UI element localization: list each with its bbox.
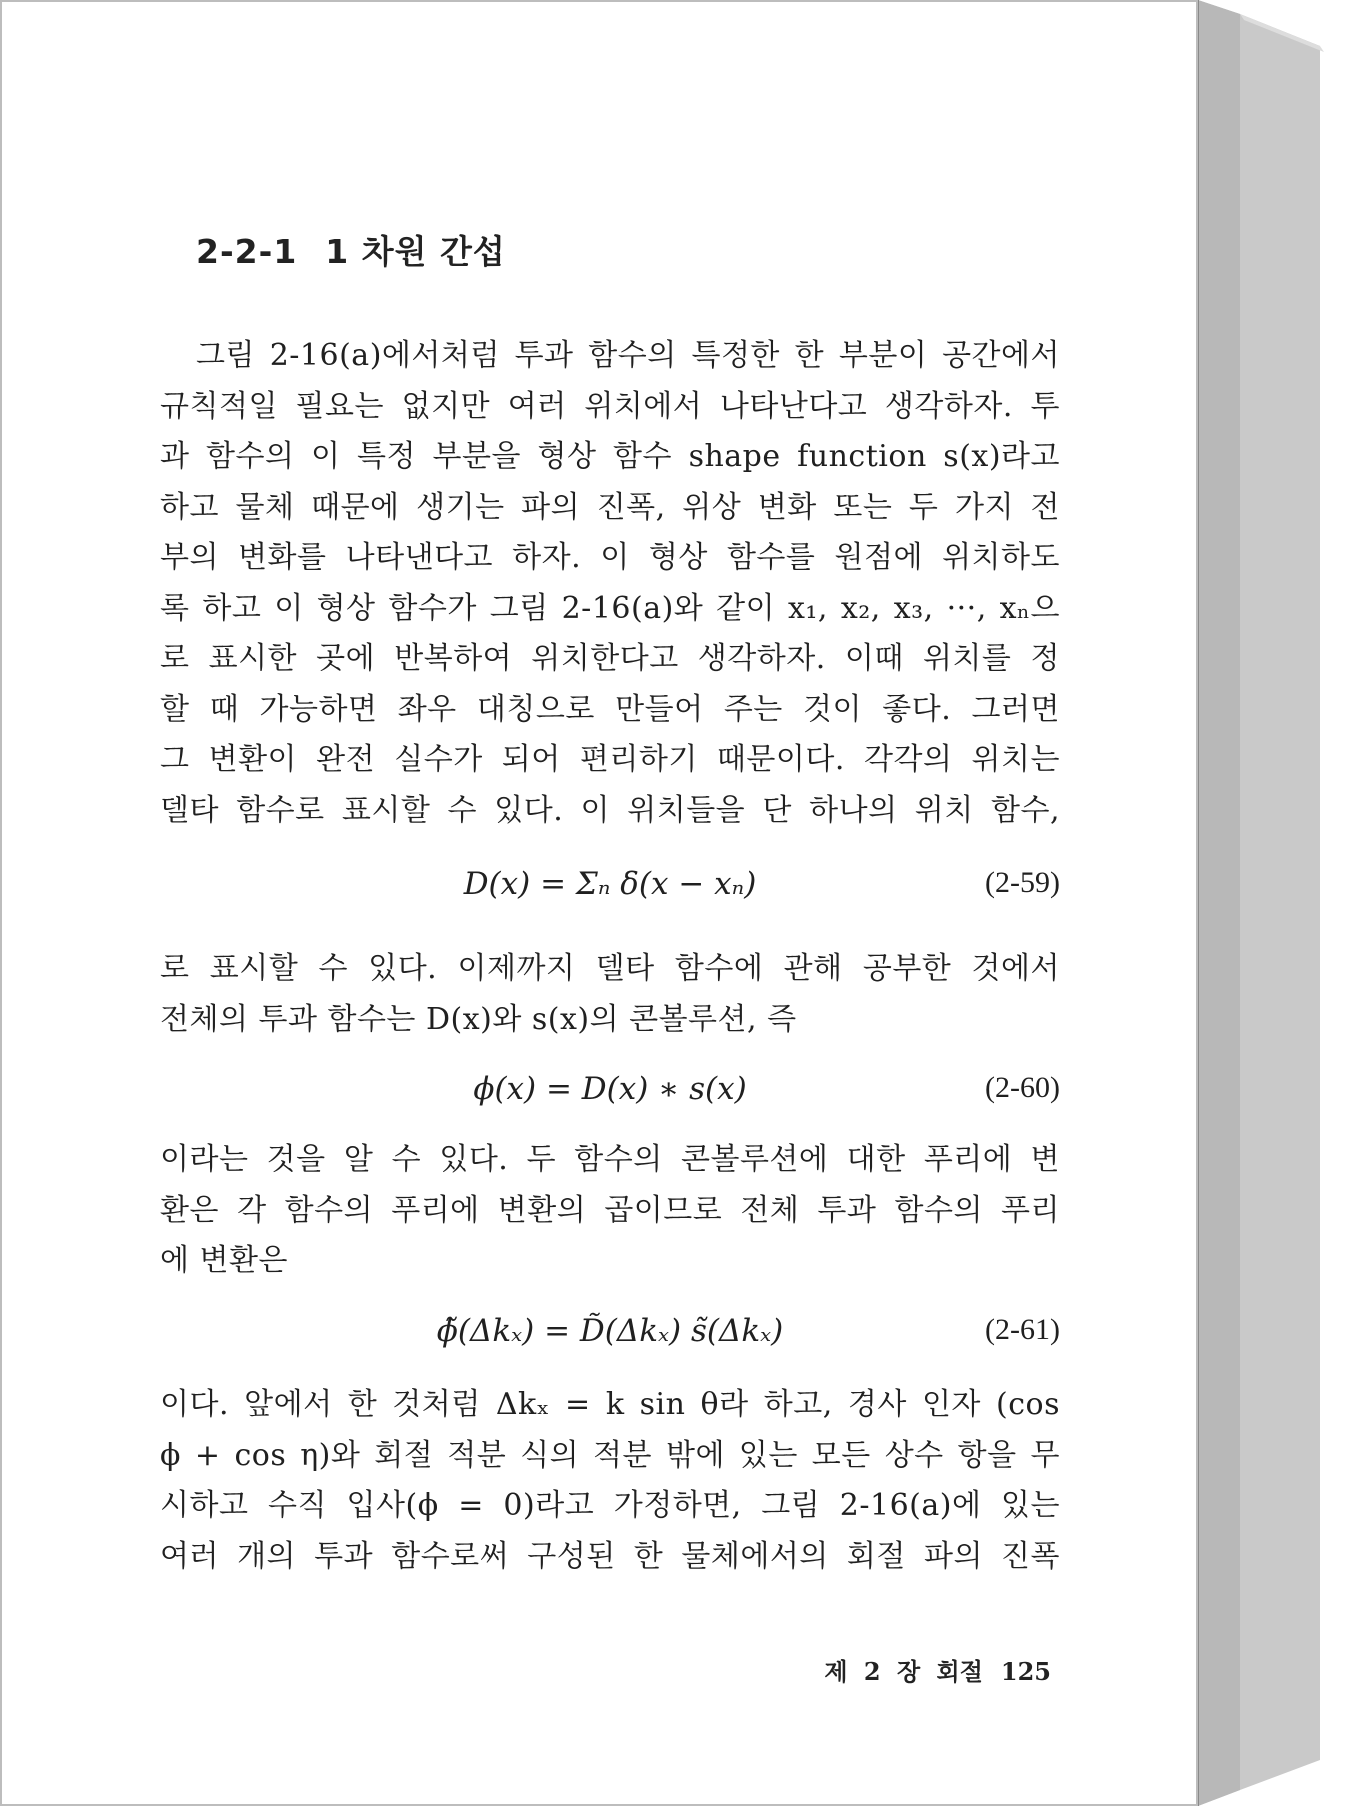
text-line: 로 표시할 수 있다. 이제까지 델타 함수에 관해 공부한 것에서 [160,951,1060,986]
paragraph-3 [160,1135,1060,1287]
text-line: 부의 변화를 나타낸다고 하자. 이 형상 함수를 원점에 위치하도 [160,540,1060,575]
text-line: ϕ + cos η)와 회절 적분 식의 적분 밖에 있는 모든 상수 항을 무 [160,1437,1060,1473]
text-line: 에 변환은 [160,1243,288,1278]
running-footer-chapter: 제 2 장 회절 [824,1657,983,1686]
text-line: 이다. 앞에서 한 것처럼 Δkₓ = k sin θ라 하고, 경사 인자 (cos [160,1387,1060,1422]
paragraph-2 [160,944,1060,1045]
text-line: 그림 2-16(a)에서처럼 투과 함수의 특정한 한 부분이 공간에서 [196,338,1060,373]
paragraph-1 [160,331,1060,836]
text-line: 전체의 투과 함수는 D(x)와 s(x)의 콘볼루션, 즉 [160,1001,797,1037]
text-line: 규칙적일 필요는 없지만 여러 위치에서 나타난다고 생각하자. 투 [160,388,1060,424]
equation-2-61 [160,1313,1060,1369]
text-line: 하고 물체 때문에 생기는 파의 진폭, 위상 변화 또는 두 가지 전 [160,489,1060,525]
text-line: 델타 함수로 표시할 수 있다. 이 위치들을 단 하나의 위치 함수, [160,792,1060,828]
equation-2-60 [160,1071,1060,1127]
page-footer [824,1652,1051,1687]
text-line: 과 함수의 이 특정 부분을 형상 함수 shape function s(x)라고 [160,439,1060,474]
section-heading [196,226,506,273]
equation-formula: ϕ̃(Δkₓ) = D̃(Δkₓ) s̃(Δkₓ) [436,1313,784,1349]
section-number: 2-2-1 [196,232,298,271]
section-title: 1 차원 간섭 [325,232,506,271]
text-line: 그 변환이 완전 실수가 되어 편리하기 때문이다. 각각의 위치는 [160,742,1060,777]
equation-formula: D(x) = Σₙ δ(x − xₙ) [463,866,757,902]
text-line: 환은 각 함수의 푸리에 변환의 곱이므로 전체 투과 함수의 푸리 [160,1192,1060,1228]
text-line: 여러 개의 투과 함수로써 구성된 한 물체에서의 회절 파의 진폭 [160,1538,1060,1574]
page-number: 125 [1000,1657,1051,1686]
text-line: 이라는 것을 알 수 있다. 두 함수의 콘볼루션에 대한 푸리에 변 [160,1142,1060,1177]
text-line: 록 하고 이 형상 함수가 그림 2-16(a)와 같이 x₁, x₂, x₃, ···, xₙ으 [160,590,1060,626]
equation-formula: ϕ(x) = D(x) ∗ s(x) [473,1071,747,1107]
paragraph-4 [160,1380,1060,1582]
equation-2-59 [160,866,1060,922]
text-line: 로 표시한 곳에 반복하여 위치한다고 생각하자. 이때 위치를 정 [160,641,1060,676]
text-line: 시하고 수직 입사(ϕ = 0)라고 가정하면, 그림 2-16(a)에 있는 [160,1488,1060,1523]
equation-number: (2-60) [985,1071,1060,1104]
text-line: 할 때 가능하면 좌우 대칭으로 만들어 주는 것이 좋다. 그러면 [160,691,1060,727]
equation-number: (2-61) [985,1313,1060,1346]
book-page-edge-shade [1198,0,1240,1806]
equation-number: (2-59) [985,866,1060,899]
